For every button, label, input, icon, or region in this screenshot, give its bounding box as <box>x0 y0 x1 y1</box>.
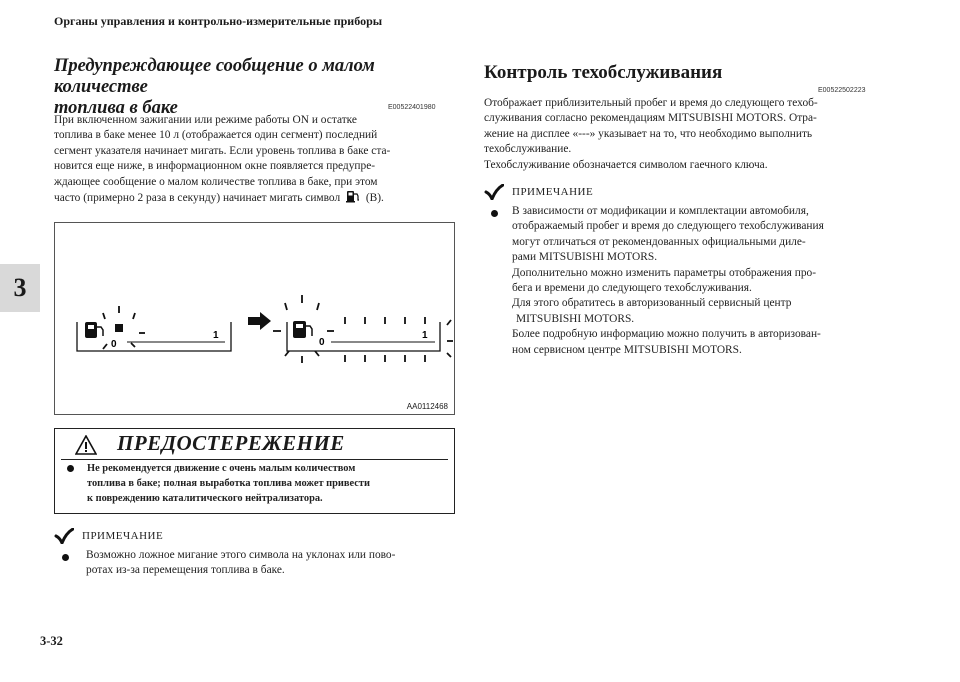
paragraph-line: новится еще ниже, в информационном окне появляется предупре- <box>54 160 376 173</box>
caution-box <box>54 428 455 514</box>
gauge-right-one: 1 <box>422 330 428 341</box>
maintenance-section-title: Контроль техобслуживания <box>484 62 723 83</box>
running-header: Органы управления и контрольно-измерительные приборы <box>54 14 383 28</box>
note-line: рами MITSUBISHI MOTORS. <box>512 251 658 264</box>
note-line: ном сервисном центре MITSUBISHI MOTORS. <box>512 343 742 356</box>
gauge-left-one: 1 <box>213 330 219 341</box>
chapter-number: 3 <box>13 273 27 302</box>
note-line: В зависимости от модификации и комплектации автомобиля, <box>512 205 809 217</box>
note-line: Дополнительно можно изменить параметры отображения про- <box>512 266 816 279</box>
low-fuel-paragraph <box>54 113 390 206</box>
paragraph-line: часто (примерно 2 раза в секунду) начинает мигать символ (B). <box>54 192 384 205</box>
bullet-icon <box>67 465 74 472</box>
paragraph-line: техобслуживание. <box>484 143 572 156</box>
note-line: бега и времени до следующего техобслуживания. <box>512 282 752 295</box>
fuel-pump-icon <box>293 321 312 338</box>
note-check-icon <box>484 184 504 200</box>
paragraph-line: ждающее сообщение о малом количестве топлива в баке, при этом <box>54 175 378 188</box>
bullet-icon <box>491 210 498 217</box>
caution-header <box>61 431 448 460</box>
gauge-right-zero: 0 <box>319 337 325 348</box>
arrow-right-icon <box>248 312 271 330</box>
right-note-text <box>512 204 824 358</box>
caution-title: ПРЕДОСТЕРЕЖЕНИЕ <box>117 431 345 455</box>
right-note-heading: ПРИМЕЧАНИЕ <box>484 184 593 200</box>
paragraph-line: топлива в баке менее 10 л (отображается один сегмент) последний <box>54 129 378 142</box>
paragraph-line: служивания согласно рекомендациям MITSUBISHI MOTORS. Отра- <box>484 112 817 125</box>
note-line: Более подробную информацию можно получить в авторизован- <box>512 328 821 341</box>
caution-line: к повреждению каталитического нейтрализатора. <box>87 493 323 505</box>
fuel-pump-icon <box>345 190 361 203</box>
caution-text <box>87 461 370 507</box>
maintenance-paragraph <box>484 96 818 173</box>
caution-line: Не рекомендуется движение с очень малым количеством <box>87 463 356 474</box>
fuel-gauge-figure <box>54 222 455 415</box>
paragraph-line: сегмент указателя начинает мигать. Если уровень топлива в баке ста- <box>54 144 391 157</box>
fuel-pump-icon <box>85 322 103 338</box>
warning-triangle-icon <box>75 435 97 455</box>
note-line: ротах из-за перемещения топлива в баке. <box>86 564 285 577</box>
paragraph-line: жение на дисплее «---» указывает на то, что необходимо выполнить <box>484 127 813 140</box>
gauge-left-zero: 0 <box>111 339 117 350</box>
note-line: могут отличаться от рекомендованных официальными диле- <box>512 235 806 248</box>
maintenance-section-code: E00522502223 <box>818 87 866 94</box>
note-line: MITSUBISHI MOTORS. <box>516 312 635 325</box>
note-line: Для этого обратитесь в авторизованный сервисный центр <box>512 297 792 310</box>
caution-line: топлива в баке; полная выработка топлива может привести <box>87 478 370 490</box>
page-number: 3-32 <box>40 634 63 648</box>
bullet-icon <box>62 554 69 561</box>
fuel-gauge-illustration <box>55 223 454 414</box>
note-check-icon <box>54 528 74 544</box>
low-fuel-title-line2: топлива в баке <box>54 98 178 118</box>
left-note-text <box>86 548 395 579</box>
note-line: отображаемый пробег и время до следующего техобслуживания <box>512 220 824 233</box>
paragraph-line: Отображает приблизительный пробег и время до следующего техоб- <box>484 97 818 109</box>
low-fuel-section-code: E00522401980 <box>388 104 436 111</box>
paragraph-line: При включенном зажигании или режиме работы ON и остатке <box>54 114 357 126</box>
note-line: Возможно ложное мигание этого символа на уклонах или пово- <box>86 549 396 561</box>
chapter-tab <box>0 264 40 312</box>
figure-code: AA0112468 <box>406 402 448 411</box>
low-fuel-title-line1: Предупреждающее сообщение о малом количестве <box>54 56 375 97</box>
left-note-heading: ПРИМЕЧАНИЕ <box>54 528 163 544</box>
paragraph-line: Техобслуживание обозначается символом гаечного ключа. <box>484 158 768 171</box>
